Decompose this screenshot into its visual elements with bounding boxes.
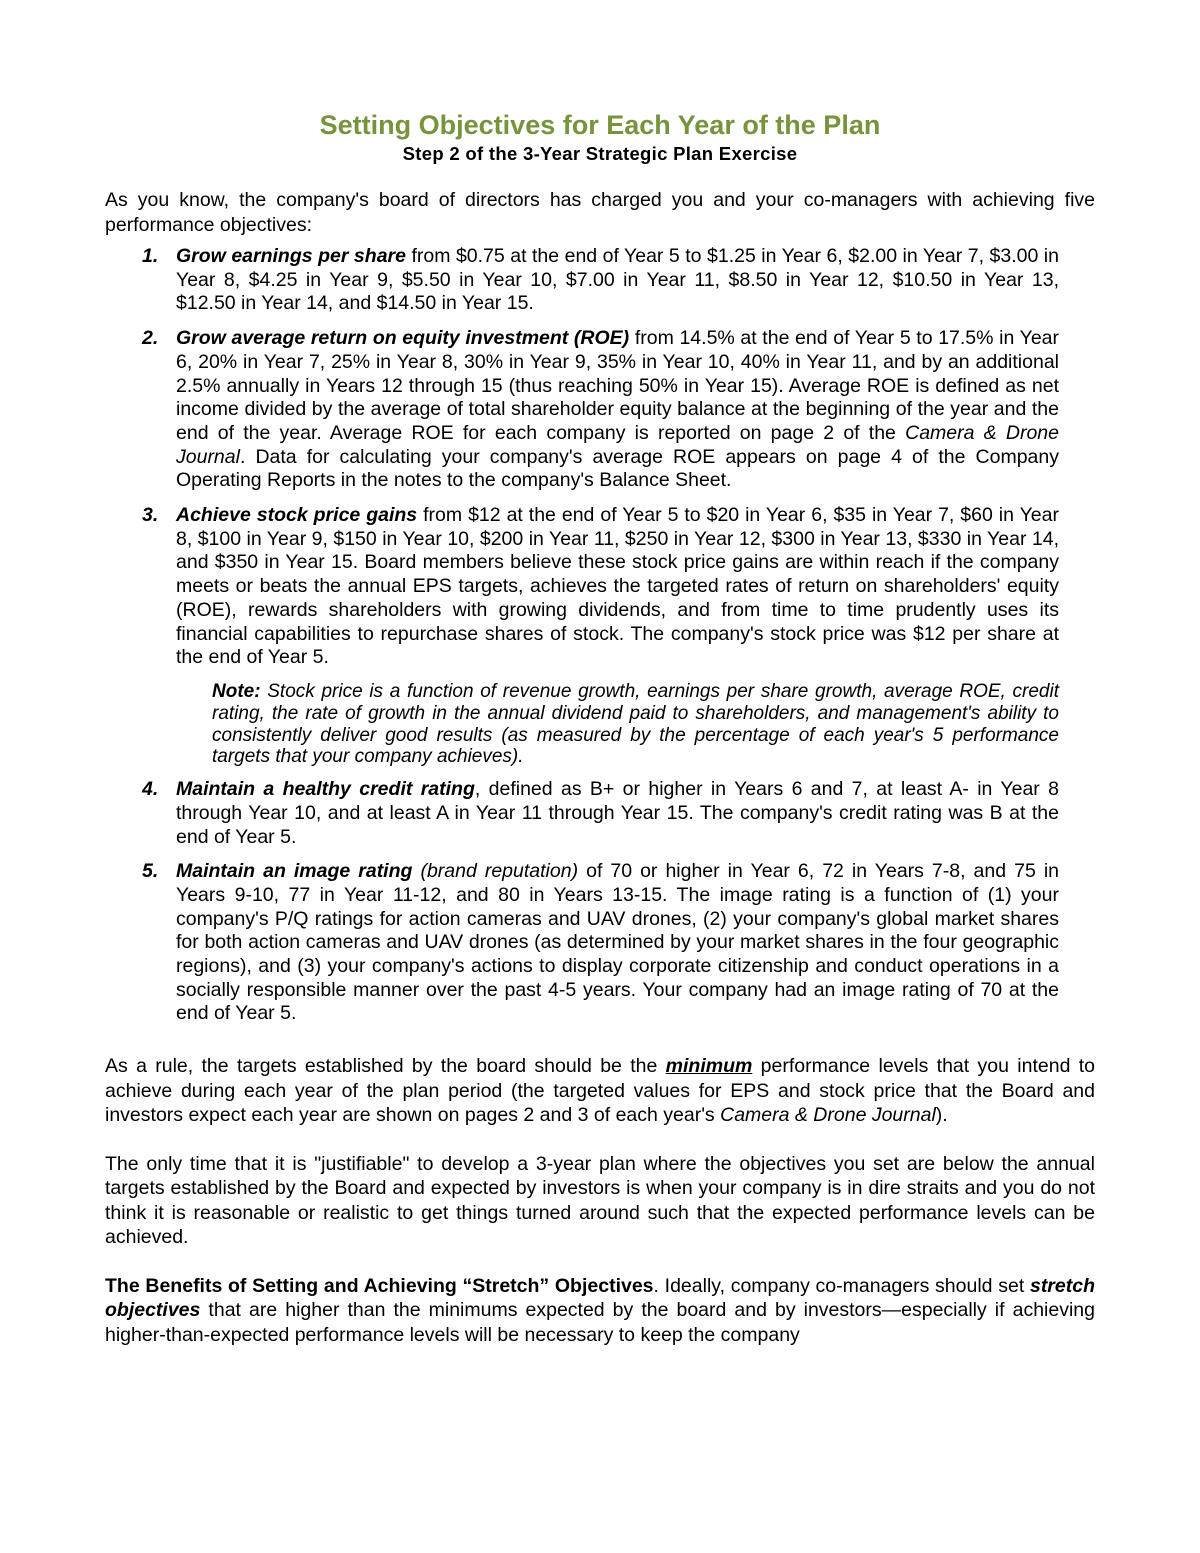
objective-text: from $12 at the end of Year 5 to $20 in Year 6, $35 in Year 7, $60 in Year 8, $100 in Year 9, $150 in Year 10, $200 in Year 11, $250 in Year 12, $300 in Year 13, $330 in Year 14, and $350 in Year 15. Board members believe these stock price gains are within reach if the company meets or beats the annual EPS targets, achieves the targeted rates of return on shareholders' equity (ROE), rewards shareholders with growing dividends, and from time to time prudently uses its financial capabilities to repurchase shares of stock. The company's stock price was $12 per share at the end of Year 5.	[176, 504, 1059, 669]
objectives-list-continued	[105, 778, 1095, 1026]
objectives-list	[105, 245, 1095, 670]
note-text: Stock price is a function of revenue growth, earnings per share growth, average ROE, credit rating, the rate of growth in the annual dividend paid to shareholders, and management's ability to consistently deliver good results (as measured by the percentage of each year's 5 performance targets that your company achieves).	[212, 680, 1059, 768]
benefits-text-b: that are higher than the minimums expected by the board and by investors—especially if achieving higher-than-expected performance levels will be necessary to keep the company	[105, 1299, 1095, 1346]
rule-text-c: ).	[935, 1104, 948, 1127]
objective-item-roe	[105, 327, 1059, 493]
objective-number: 3.	[142, 504, 159, 527]
rule-paragraph	[105, 1054, 1095, 1128]
journal-title: Camera & Drone Journal	[720, 1104, 936, 1127]
objective-text: from 14.5% at the end of Year 5 to 17.5% in Year 6, 20% in Year 7, 25% in Year 8, 30% in Year 9, 35% in Year 10, 40% in Year 11, and by an additional 2.5% annually in Years 12 through 15 (thus reaching 50% in Year 15). Average ROE is defined as net income divided by the average of total shareholder equity balance at the beginning of the year and the end of the year. Average ROE for each company is reported on page 2 of the	[176, 327, 1059, 444]
objective-item-stock-price	[105, 504, 1059, 670]
objective-text-continued: . Data for calculating your company's average ROE appears on page 4 of the Company Operating Reports in the notes to the company's Balance Sheet.	[176, 445, 1059, 492]
objective-heading: Grow average return on equity investment (ROE)	[176, 327, 630, 350]
objective-heading: Achieve stock price gains	[176, 504, 418, 527]
rule-text-b: performance levels that you intend to achieve during each year of the plan period (the targeted values for EPS and stock price that the Board and investors expect each year are shown on pages 2 and 3 of each year's	[105, 1055, 1095, 1127]
objective-number: 1.	[142, 245, 159, 267]
intro-paragraph: As you know, the company's board of directors has charged you and your co-managers with achieving five performance objectives:	[105, 189, 1095, 236]
objective-number: 2.	[142, 327, 159, 350]
rule-text-a: As a rule, the targets established by the board should be the	[105, 1055, 666, 1078]
objective-heading: Grow earnings per share	[176, 245, 406, 267]
page-title: Setting Objectives for Each Year of the Plan	[319, 110, 881, 140]
objective-item-eps	[105, 245, 1059, 316]
objective-heading: Maintain an image rating	[176, 860, 413, 883]
objective-item-credit-rating	[105, 778, 1059, 849]
benefits-heading: The Benefits of Setting and Achieving “Stretch” Objectives	[105, 1274, 654, 1297]
stock-price-note	[212, 681, 1059, 768]
document-page	[105, 108, 1095, 1371]
objective-parenthetical: (brand reputation)	[412, 860, 579, 883]
objective-number: 4.	[142, 778, 159, 801]
benefits-text-a: . Ideally, company co-managers should set	[653, 1274, 1030, 1297]
minimum-emphasis: minimum	[665, 1055, 753, 1078]
objective-text: from $0.75 at the end of Year 5 to $1.25 in Year 6, $2.00 in Year 7, $3.00 in Year 8, $4.25 in Year 9, $5.50 in Year 10, $7.00 in Year 11, $8.50 in Year 12, $10.50 in Year 13, $12.50 in Year 14, and $14.50 in Year 15.	[176, 245, 1059, 315]
objective-text: , defined as B+ or higher in Years 6 and 7, at least A- in Year 8 through Year 10, and at least A in Year 11 through Year 15. The company's credit rating was B at the end of Year 5.	[176, 778, 1059, 848]
benefits-paragraph	[105, 1274, 1095, 1348]
objective-item-image-rating	[105, 860, 1059, 1026]
justifiable-paragraph: The only time that it is "justifiable" to develop a 3-year plan where the objectives you set are below the annual targets established by the Board and expected by investors is when your company is in dire straits and you do not think it is reasonable or realistic to get things turned around such that the expected performance levels can be achieved.	[105, 1152, 1095, 1249]
journal-title: Camera & Drone Journal	[176, 421, 1059, 468]
objective-number: 5.	[142, 860, 159, 883]
page-subtitle: Step 2 of the 3-Year Strategic Plan Exercise	[402, 143, 798, 164]
note-label: Note:	[212, 680, 261, 702]
objective-text: of 70 or higher in Year 6, 72 in Years 7-8, and 75 in Years 9-10, 77 in Year 11-12, and 80 in Years 13-15. The image rating is a function of (1) your company's P/Q ratings for action cameras and UAV drones, (2) your company's global market shares for both action cameras and UAV drones (as determined by your market shares in the four geographic regions), and (3) your company's actions to display corporate citizenship and conduct operations in a socially responsible manner over the past 4-5 years. Your company had an image rating of 70 at the end of Year 5.	[176, 860, 1059, 1025]
stretch-objectives-emphasis: stretch objectives	[105, 1274, 1095, 1322]
objective-heading: Maintain a healthy credit rating	[176, 778, 475, 801]
